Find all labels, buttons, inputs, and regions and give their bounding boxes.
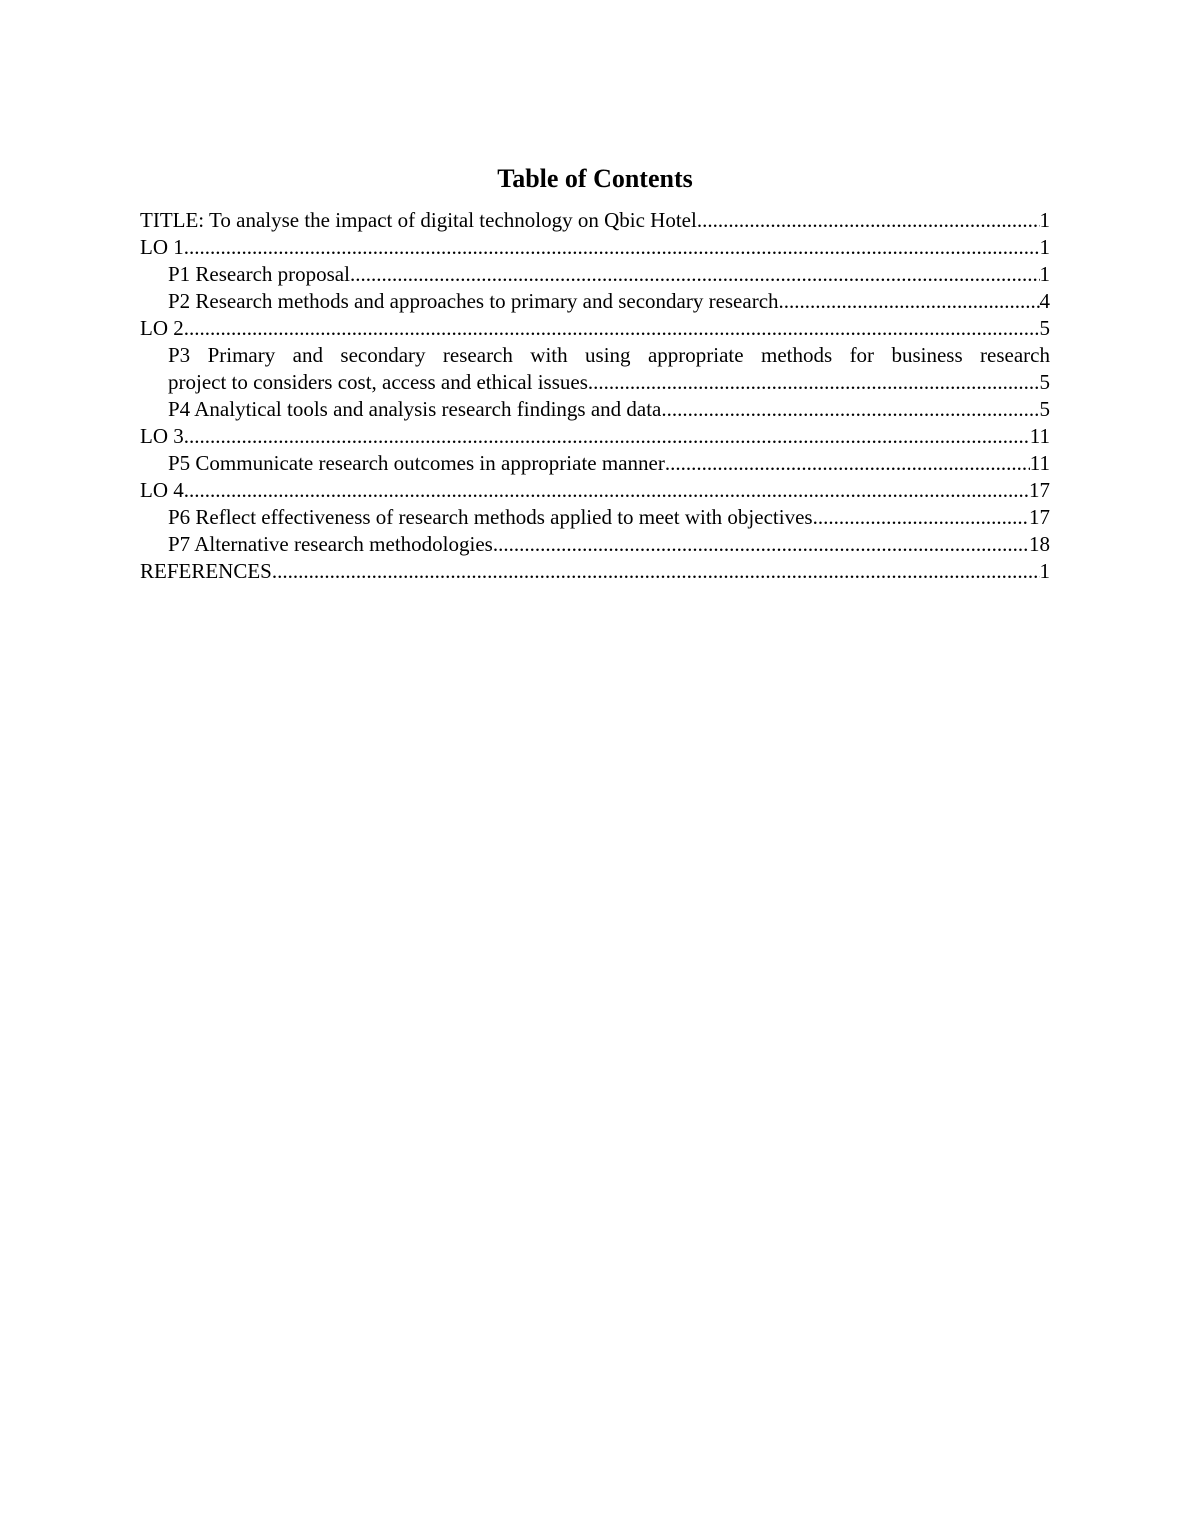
toc-entry-text: LO 1 [140, 235, 184, 259]
toc-entry-lo3[interactable] [140, 423, 1050, 450]
toc-entry-text: P6 Reflect effectiveness of research methods applied to meet with objectives [168, 505, 813, 529]
toc-entry-text: LO 3 [140, 424, 184, 448]
toc-entry-page: 1 [1039, 208, 1050, 232]
toc-entry-text: P2 Research methods and approaches to primary and secondary research [168, 289, 779, 313]
toc-entry-page: 1 [1039, 262, 1050, 286]
toc-entry-lo2[interactable] [140, 315, 1050, 342]
toc-entry-title[interactable] [140, 207, 1050, 234]
dot-leader [493, 531, 1029, 558]
toc-entry-text: P4 Analytical tools and analysis research findings and data [168, 397, 662, 421]
dot-leader [665, 450, 1030, 477]
toc-entry-p4[interactable] [140, 396, 1050, 423]
toc-entry-page: 5 [1039, 316, 1050, 340]
dot-leader [184, 315, 1040, 342]
toc-entry-text-line1: P3 Primary and secondary research with using appropriate methods for business research [168, 343, 1050, 367]
toc-entry-p2[interactable] [140, 288, 1050, 315]
toc-entry-page: 11 [1029, 451, 1050, 475]
toc-entry-lo1[interactable] [140, 234, 1050, 261]
toc-entry-page: 1 [1039, 559, 1050, 583]
toc-entry-text: REFERENCES [140, 559, 272, 583]
toc-entry-p5[interactable] [140, 450, 1050, 477]
toc-entry-text: P5 Communicate research outcomes in appropriate manner [168, 451, 665, 475]
toc-entry-text: LO 2 [140, 316, 184, 340]
dot-leader [661, 396, 1039, 423]
toc-entry-p6[interactable] [140, 504, 1050, 531]
toc-entry-page: 4 [1039, 289, 1050, 313]
dot-leader [588, 369, 1040, 396]
toc-entry-lo4[interactable] [140, 477, 1050, 504]
toc-entry-page: 1 [1039, 235, 1050, 259]
dot-leader [184, 423, 1030, 450]
toc-heading: Table of Contents [497, 164, 693, 193]
dot-leader [697, 207, 1040, 234]
toc-entry-text: LO 4 [140, 478, 184, 502]
toc-entry-p1[interactable] [140, 261, 1050, 288]
toc-entry-page: 5 [1039, 397, 1050, 421]
toc-entry-page: 17 [1029, 478, 1050, 502]
toc-entry-references[interactable] [140, 558, 1050, 585]
dot-leader [184, 477, 1029, 504]
toc-entry-page: 17 [1029, 505, 1050, 529]
dot-leader [184, 234, 1040, 261]
dot-leader [272, 558, 1040, 585]
dot-leader [813, 504, 1029, 531]
toc-entry-text: P1 Research proposal [168, 262, 350, 286]
toc-entry-text-line2: project to considers cost, access and ethical issues [168, 370, 588, 394]
toc-entry-text: P7 Alternative research methodologies [168, 532, 493, 556]
table-of-contents [140, 207, 1050, 585]
toc-entry-page: 11 [1029, 424, 1050, 448]
toc-entry-p3[interactable] [140, 342, 1050, 396]
toc-entry-text: TITLE: To analyse the impact of digital technology on Qbic Hotel [140, 208, 697, 232]
dot-leader [350, 261, 1040, 288]
toc-entry-page: 18 [1029, 532, 1050, 556]
dot-leader [779, 288, 1040, 315]
toc-entry-page: 5 [1039, 370, 1050, 394]
toc-entry-p7[interactable] [140, 531, 1050, 558]
